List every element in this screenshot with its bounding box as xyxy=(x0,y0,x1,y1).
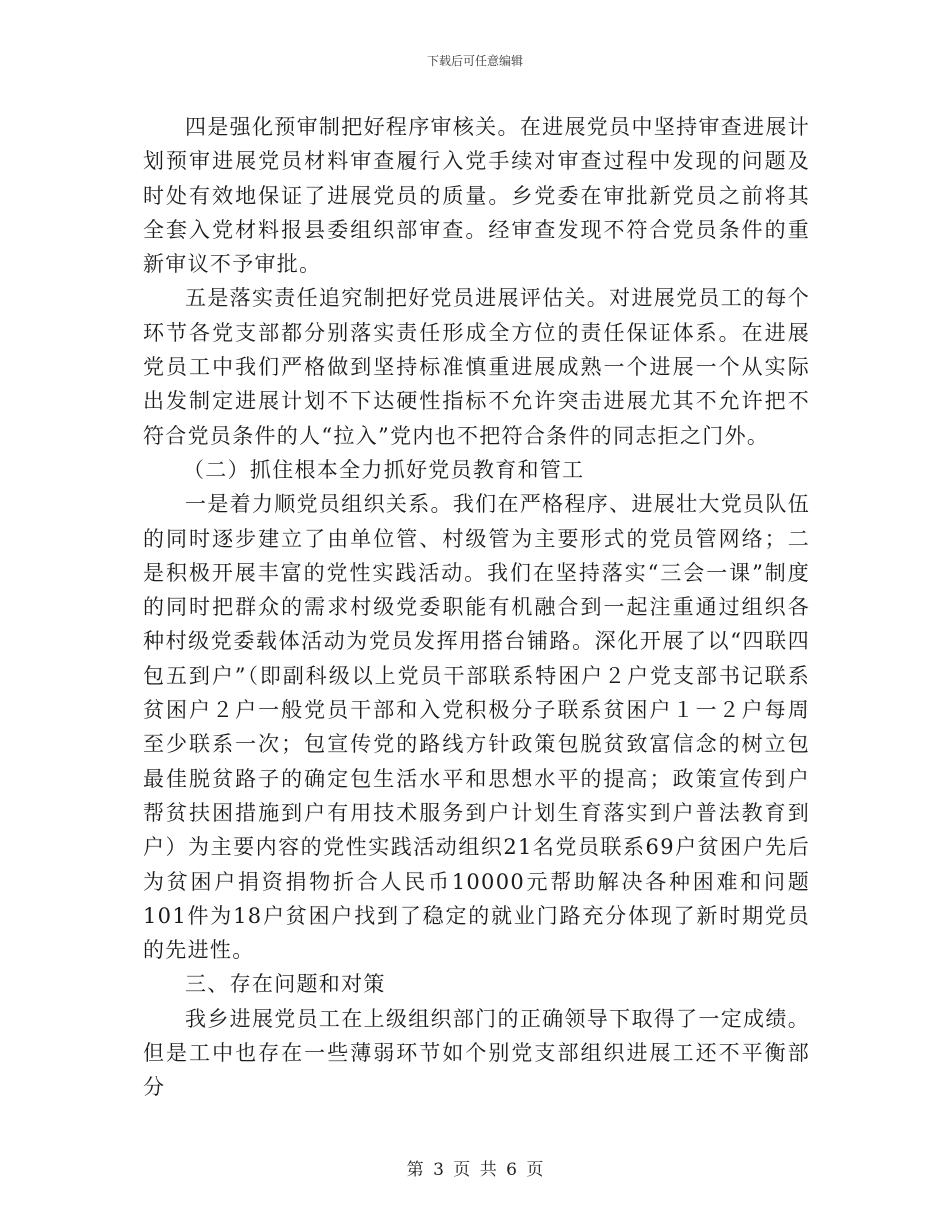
paragraph-problems: 我乡进展党员工在上级组织部门的正确领导下取得了一定成绩。但是工中也存在一些薄弱环节如个别党支部组织进展工还不平衡部分 xyxy=(143,1006,810,1100)
paragraph-review-system: 四是强化预审制把好程序审核关。在进展党员中坚持审查进展计划预审进展党员材料审查履行入党手续对审查过程中发现的问题及时处有效地保证了进展党员的质量。乡党委在审批新党员之前将其全套入党材料报县委组织部审查。经审查发现不符合党员条件的重新审议不予审批。 xyxy=(143,115,810,277)
section-heading-problems: 三、存在问题和对策 xyxy=(185,972,386,997)
document-body xyxy=(143,110,810,1105)
paragraph-accountability: 五是落实责任追究制把好党员进展评估关。对进展党员工的每个环节各党支部都分别落实责任形成全方位的责任保证体系。在进展党员工中我们严格做到坚持标准慎重进展成熟一个进展一个从实际出发制定进展计划不下达硬性指标不允许突击进展尤其不允许把不符合党员条件的人“拉入”党内也不把符合条件的同志拒之门外。 xyxy=(143,286,810,448)
page-number-footer: 第 3 页 共 6 页 xyxy=(406,1160,544,1180)
paragraph-organization-relations: 一是着力顺党员组织关系。我们在严格程序、进展壮大党员队伍的同时逐步建立了由单位管、村级管为主要形式的党员管网络；二是积极开展丰富的党性实践活动。我们在坚持落实“三会一课”制度的同时把群众的需求村级党委职能有机融合到一起注重通过组织各种村级党委载体活动为党员发挥用搭台铺路。深化开展了以“四联四包五到户”（即副科级以上党员干部联系特困户２户党支部书记联系贫困户２户一般党员干部和入党积极分子联系贫困户１一２户每周至少联系一次；包宣传党的路线方针政策包脱贫致富信念的树立包最佳脱贫路子的确定包生活水平和思想水平的提高；政策宣传到户帮贫扶困措施到户有用技术服务到户计划生育落实到户普法教育到户）为主要内容的党性实践活动组织21名党员联系69户贫困户先后为贫困户捐资捐物折合人民币10000元帮助解决各种困难和问题101件为18户贫困户找到了稳定的就业门路充分体现了新时期党员的先进性。 xyxy=(143,492,810,963)
page-header-note: 下载后可任意编辑 xyxy=(426,54,523,68)
section-heading-education: （二）抓住根本全力抓好党员教育和管工 xyxy=(183,457,585,482)
